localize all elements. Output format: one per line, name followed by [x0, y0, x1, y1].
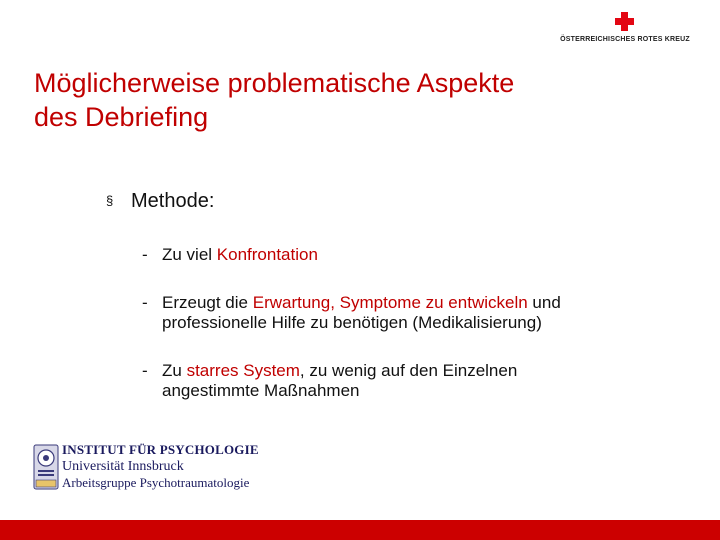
subpoint-3-text — [162, 361, 682, 401]
subpoint-2-line-2: professionelle Hilfe zu benötigen (Medikalisierung) — [162, 313, 542, 332]
subpoint-2-part-2: und — [527, 293, 561, 312]
subpoint-3-line-2: angestimmte Maßnahmen — [162, 381, 360, 400]
university-name: Universität Innsbruck — [62, 459, 184, 474]
university-logo — [33, 442, 259, 492]
research-group-name: Arbeitsgruppe Psychotraumatologie — [62, 475, 250, 490]
red-cross-logo-text: ÖSTERREICHISCHES ROTES KREUZ — [560, 36, 690, 43]
subpoint-2-highlight: Erwartung, Symptome zu entwickeln — [252, 293, 528, 312]
bullet-marker-icon: § — [106, 193, 114, 208]
university-crest-icon — [33, 444, 59, 490]
red-cross-icon — [615, 12, 634, 31]
subpoint-3-part-1: Zu — [162, 361, 187, 380]
red-cross-logo — [555, 10, 695, 50]
bottom-bar — [0, 520, 720, 540]
subpoint-2-text — [162, 293, 682, 333]
dash-icon: - — [142, 361, 148, 380]
dash-icon: - — [142, 245, 148, 264]
slide-title-line-1: Möglicherweise problematische Aspekte — [34, 68, 515, 98]
subpoint-3-highlight: starres System — [186, 361, 300, 380]
subpoint-3-part-2: , zu wenig auf den Einzelnen — [299, 361, 518, 380]
subpoint-1-highlight: Konfrontation — [216, 245, 318, 264]
subpoint-1-part-1: Zu viel — [162, 245, 217, 264]
slide-title-line-2: des Debriefing — [34, 102, 209, 132]
dash-icon: - — [142, 293, 148, 312]
university-logo-text — [62, 442, 259, 491]
subpoint-1-text — [162, 245, 682, 265]
subpoint-2-part-1: Erzeugt die — [162, 293, 253, 312]
institute-name: INSTITUT FÜR PSYCHOLOGIE — [62, 442, 259, 457]
main-bullet — [106, 190, 214, 213]
main-bullet-text: Methode: — [131, 190, 215, 212]
slide-title — [34, 66, 634, 134]
